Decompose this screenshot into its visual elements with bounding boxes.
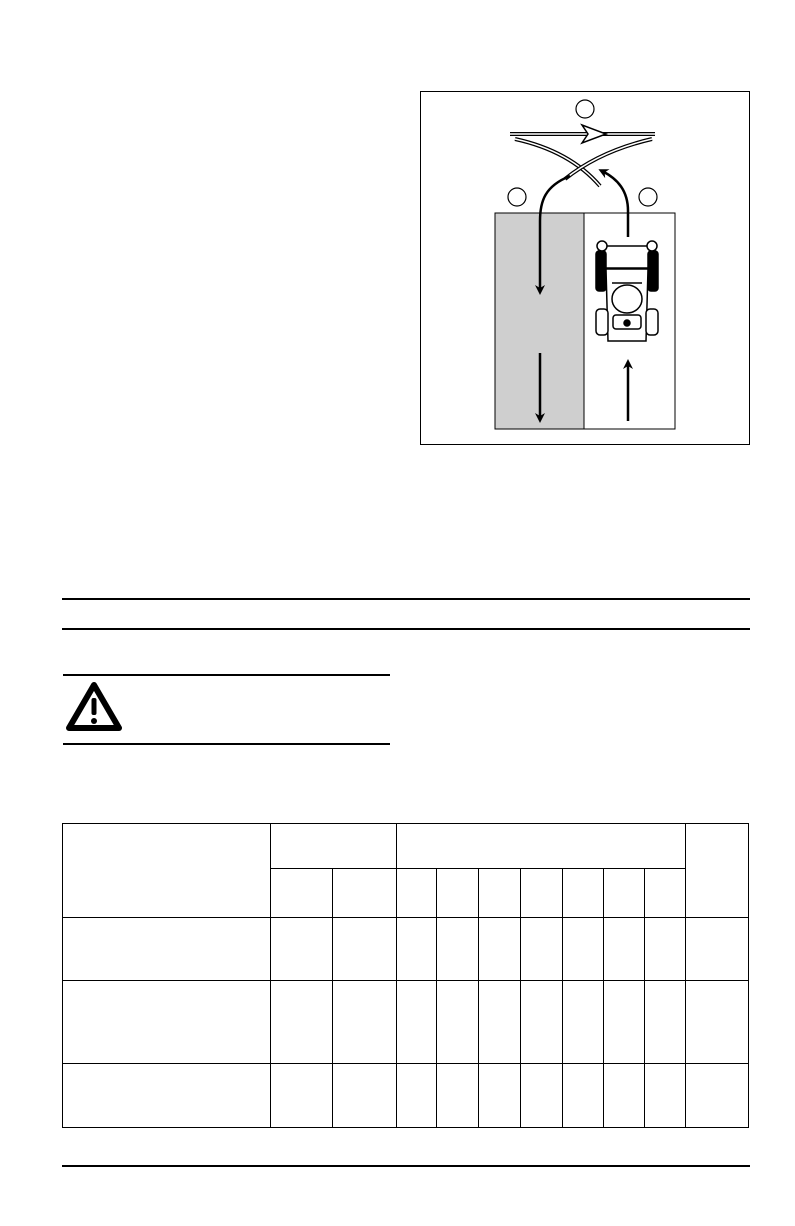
callout-circle-3 <box>639 188 657 206</box>
table-cell <box>686 918 749 981</box>
sub-header <box>645 869 686 918</box>
sub-header <box>437 869 479 918</box>
section-rule-bottom <box>62 628 750 630</box>
mower-illustration <box>596 241 658 341</box>
table-cell <box>521 1064 563 1128</box>
sub-header <box>333 869 397 918</box>
table-cell <box>271 981 333 1064</box>
table-row <box>63 981 749 1064</box>
table-cell <box>271 918 333 981</box>
table-cell <box>479 1064 521 1128</box>
row-label <box>63 918 271 981</box>
header-corner-cell <box>63 824 271 918</box>
warning-triangle-icon <box>66 682 122 732</box>
table-cell <box>521 918 563 981</box>
row-label <box>63 1064 271 1128</box>
table-cell <box>604 981 645 1064</box>
table-cell <box>521 981 563 1064</box>
turn-paths <box>515 139 652 186</box>
warning-rule-top <box>63 674 390 676</box>
table-cell <box>645 981 686 1064</box>
table-cell <box>645 1064 686 1128</box>
table-cell <box>271 1064 333 1128</box>
table-cell <box>686 1064 749 1128</box>
sub-header <box>397 869 437 918</box>
table-cell <box>563 1064 604 1128</box>
table-cell <box>397 981 437 1064</box>
table-cell <box>437 918 479 981</box>
table-row <box>63 1064 749 1128</box>
table-cell <box>604 918 645 981</box>
table-cell <box>333 981 397 1064</box>
sub-header <box>563 869 604 918</box>
reverse-path <box>510 125 655 143</box>
sub-header <box>604 869 645 918</box>
spec-table <box>62 823 749 1128</box>
sub-header <box>479 869 521 918</box>
table-cell <box>333 1064 397 1128</box>
table-cell <box>645 918 686 981</box>
warning-rule-bottom <box>63 743 390 745</box>
table-cell <box>686 981 749 1064</box>
table-cell <box>563 981 604 1064</box>
header-group-1 <box>271 824 397 869</box>
table-cell <box>437 1064 479 1128</box>
section-rule-top <box>62 598 750 600</box>
callout-circle-1 <box>576 100 594 118</box>
table-header-row-1 <box>63 824 749 869</box>
callout-circle-2 <box>508 188 526 206</box>
table-cell <box>563 918 604 981</box>
sub-header <box>521 869 563 918</box>
warning-block <box>63 674 390 744</box>
header-last <box>686 824 749 918</box>
row-label <box>63 981 271 1064</box>
table-cell <box>397 918 437 981</box>
table-cell <box>479 981 521 1064</box>
table-row <box>63 918 749 981</box>
table-cell <box>397 1064 437 1128</box>
table-cell <box>437 981 479 1064</box>
footer-rule <box>62 1165 750 1167</box>
sub-header <box>271 869 333 918</box>
table-cell <box>604 1064 645 1128</box>
mowing-pattern-figure <box>420 91 750 445</box>
mowing-pattern-diagram <box>420 91 750 445</box>
header-group-2 <box>397 824 686 869</box>
table-cell <box>333 918 397 981</box>
table-cell <box>479 918 521 981</box>
